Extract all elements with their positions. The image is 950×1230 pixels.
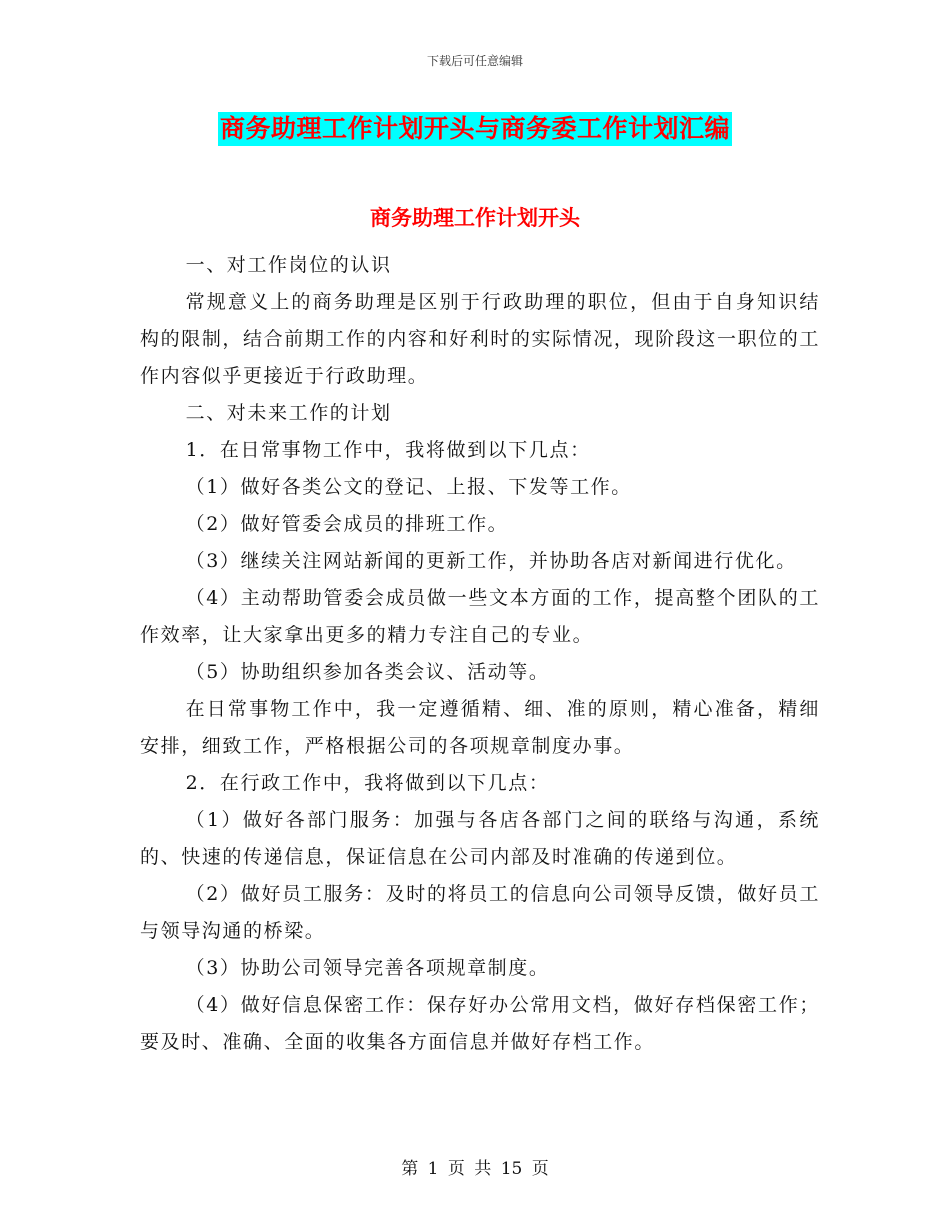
paragraph: （5）协助组织参加各类会议、活动等。 bbox=[185, 661, 550, 683]
paragraph: （1）做好各部门服务：加强与各店各部门之间的联络与沟通，系统的、快速的传递信息，保证信息在公司内部及时准确的传递到位。 bbox=[140, 809, 820, 868]
paragraph: （2）做好员工服务：及时的将员工的信息向公司领导反馈，做好员工与领导沟通的桥梁。 bbox=[140, 883, 820, 942]
paragraph: 在日常事物工作中，我一定遵循精、细、准的原则，精心准备，精细安排，细致工作，严格根据公司的各项规章制度办事。 bbox=[140, 698, 820, 757]
paragraph: 常规意义上的商务助理是区别于行政助理的职位，但由于自身知识结构的限制，结合前期工作的内容和好利时的实际情况，现阶段这一职位的工作内容似乎更接近于行政助理。 bbox=[140, 291, 820, 387]
paragraph: （4）做好信息保密工作：保存好办公常用文档，做好存档保密工作；要及时、准确、全面的收集各方面信息并做好存档工作。 bbox=[140, 994, 820, 1053]
document-title bbox=[0, 112, 950, 146]
paragraph: （4）主动帮助管委会成员做一些文本方面的工作，提高整个团队的工作效率，让大家拿出更多的精力专注自己的专业。 bbox=[140, 587, 820, 646]
paragraph: 二、对未来工作的计划 bbox=[185, 402, 392, 424]
paragraph: （2）做好管委会成员的排班工作。 bbox=[185, 513, 509, 535]
header-note: 下载后可任意编辑 bbox=[426, 54, 523, 68]
section-title: 商务助理工作计划开头 bbox=[370, 205, 580, 230]
paragraph: 一、对工作岗位的认识 bbox=[185, 254, 392, 276]
paragraph: （3）协助公司领导完善各项规章制度。 bbox=[185, 957, 550, 979]
document-body bbox=[140, 247, 820, 1061]
paragraph: （3）继续关注网站新闻的更新工作，并协助各店对新闻进行优化。 bbox=[185, 550, 797, 572]
paragraph: 2．在行政工作中，我将做到以下几点： bbox=[185, 772, 550, 794]
document-title-text: 商务助理工作计划开头与商务委工作计划汇编 bbox=[218, 112, 732, 146]
paragraph: 1．在日常事物工作中，我将做到以下几点： bbox=[185, 439, 591, 461]
paragraph: （1）做好各类公文的登记、上报、下发等工作。 bbox=[185, 476, 632, 498]
page-footer: 第 1 页 共 15 页 bbox=[401, 1159, 549, 1179]
